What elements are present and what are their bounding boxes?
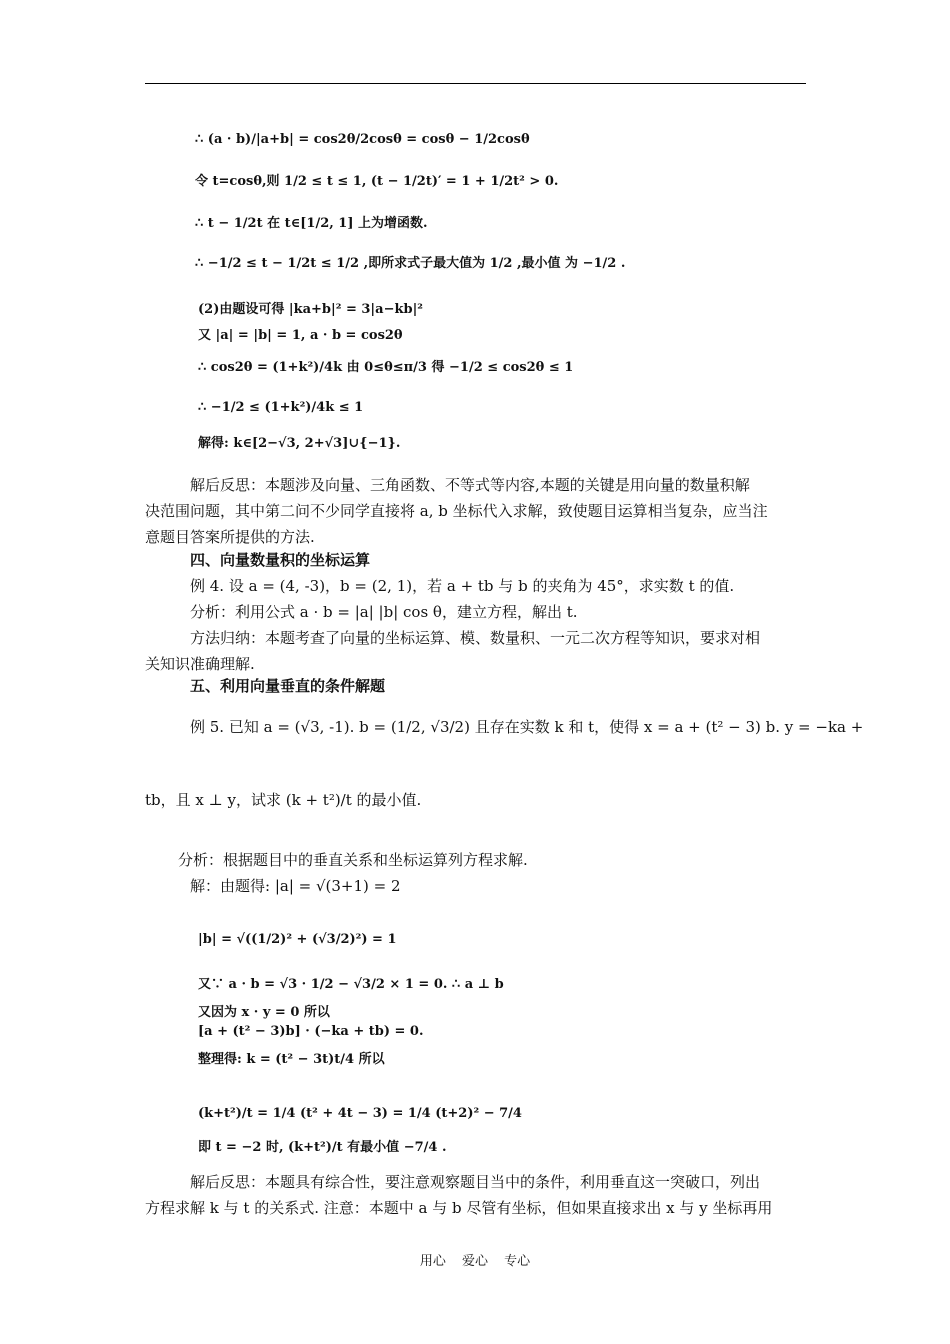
header-rule	[145, 83, 806, 84]
paragraph-line: 方法归纳：本题考查了向量的坐标运算、模、数量积、一元二次方程等知识，要求对相	[190, 629, 761, 647]
math-line: 即 t = −2 时, (k+t²)/t 有最小值 −7/4 .	[198, 1140, 447, 1155]
math-line: ∴ −1/2 ≤ (1+k²)/4k ≤ 1	[198, 400, 364, 415]
solution-text: 解：由题得: |a| = √(3+1) = 2	[190, 877, 401, 895]
paragraph-line: 决范围问题，其中第二问不少同学直接将 a, b 坐标代入求解，致使题目运算相当复杂，应当注	[145, 502, 768, 520]
example-5: 例 5. 已知 a = (√3, -1). b = (1/2, √3/2) 且存在实数 k 和 t，使得 x = a + (t² − 3) b. y = −ka +	[190, 718, 864, 736]
math-line: 整理得: k = (t² − 3t)t/4 所以	[198, 1052, 385, 1067]
math-line: ∴ −1/2 ≤ t − 1/2t ≤ 1/2 ,即所求式子最大值为 1/2 ,最小值 为 −1/2 .	[195, 256, 626, 271]
math-line: [a + (t² − 3)b] · (−ka + tb) = 0.	[198, 1024, 424, 1039]
footer-text: 爱心	[461, 1254, 488, 1269]
math-line: 又∵ a · b = √3 · 1/2 − √3/2 × 1 = 0. ∴ a ⊥ b	[198, 977, 504, 992]
paragraph-line: 解后反思：本题涉及向量、三角函数、不等式等内容,本题的关键是用向量的数量积解	[190, 476, 750, 494]
math-line: ∴ (a · b)/|a+b| = cos2θ/2cosθ = cosθ − 1/2cosθ	[195, 132, 530, 147]
example-4: 例 4. 设 a = (4, -3)，b = (2, 1)，若 a + tb 与 b 的夹角为 45°，求实数 t 的值.	[190, 577, 735, 595]
example-5-analysis: 分析：根据题目中的垂直关系和坐标运算列方程求解.	[178, 851, 528, 869]
math-line: |b| = √((1/2)² + (√3/2)²) = 1	[198, 932, 397, 947]
math-line: (2)由题设可得 |ka+b|² = 3|a−kb|²	[198, 302, 423, 317]
example-5-solution	[190, 876, 401, 896]
example-5: tb，且 x ⊥ y，试求 (k + t²)/t 的最小值.	[145, 791, 422, 809]
paragraph-line: 关知识准确理解.	[145, 655, 255, 673]
math-line: (k+t²)/t = 1/4 (t² + 4t − 3) = 1/4 (t+2)² − 7/4	[198, 1106, 522, 1121]
math-line: 令 t=cosθ,则 1/2 ≤ t ≤ 1, (t − 1/2t)′ = 1 + 1/2t² > 0.	[195, 174, 559, 189]
section-heading: 四、向量数量积的坐标运算	[190, 551, 371, 569]
footer-text: 专心	[504, 1254, 531, 1269]
paragraph-line: 意题目答案所提供的方法.	[145, 528, 315, 546]
footer-text: 用心	[419, 1254, 446, 1269]
section-heading: 五、利用向量垂直的条件解题	[190, 677, 386, 695]
page-footer	[0, 1250, 950, 1269]
paragraph-line: 解后反思：本题具有综合性，要注意观察题目当中的条件，利用垂直这一突破口，列出	[190, 1173, 761, 1191]
math-line: 又 |a| = |b| = 1, a · b = cos2θ	[198, 328, 403, 343]
example-4-analysis: 分析：利用公式 a · b = |a| |b| cos θ，建立方程，解出 t.	[190, 603, 578, 621]
math-line: 又因为 x · y = 0 所以	[198, 1005, 330, 1020]
math-line: ∴ cos2θ = (1+k²)/4k 由 0≤θ≤π/3 得 −1/2 ≤ cos2θ ≤ 1	[198, 360, 574, 375]
math-line: 解得: k∈[2−√3, 2+√3]∪{−1}.	[198, 436, 401, 451]
paragraph-line: 方程求解 k 与 t 的关系式. 注意：本题中 a 与 b 尽管有坐标，但如果直接求出 x 与 y 坐标再用	[145, 1199, 773, 1217]
math-line: ∴ t − 1/2t 在 t∈[1/2, 1] 上为增函数.	[195, 216, 428, 231]
